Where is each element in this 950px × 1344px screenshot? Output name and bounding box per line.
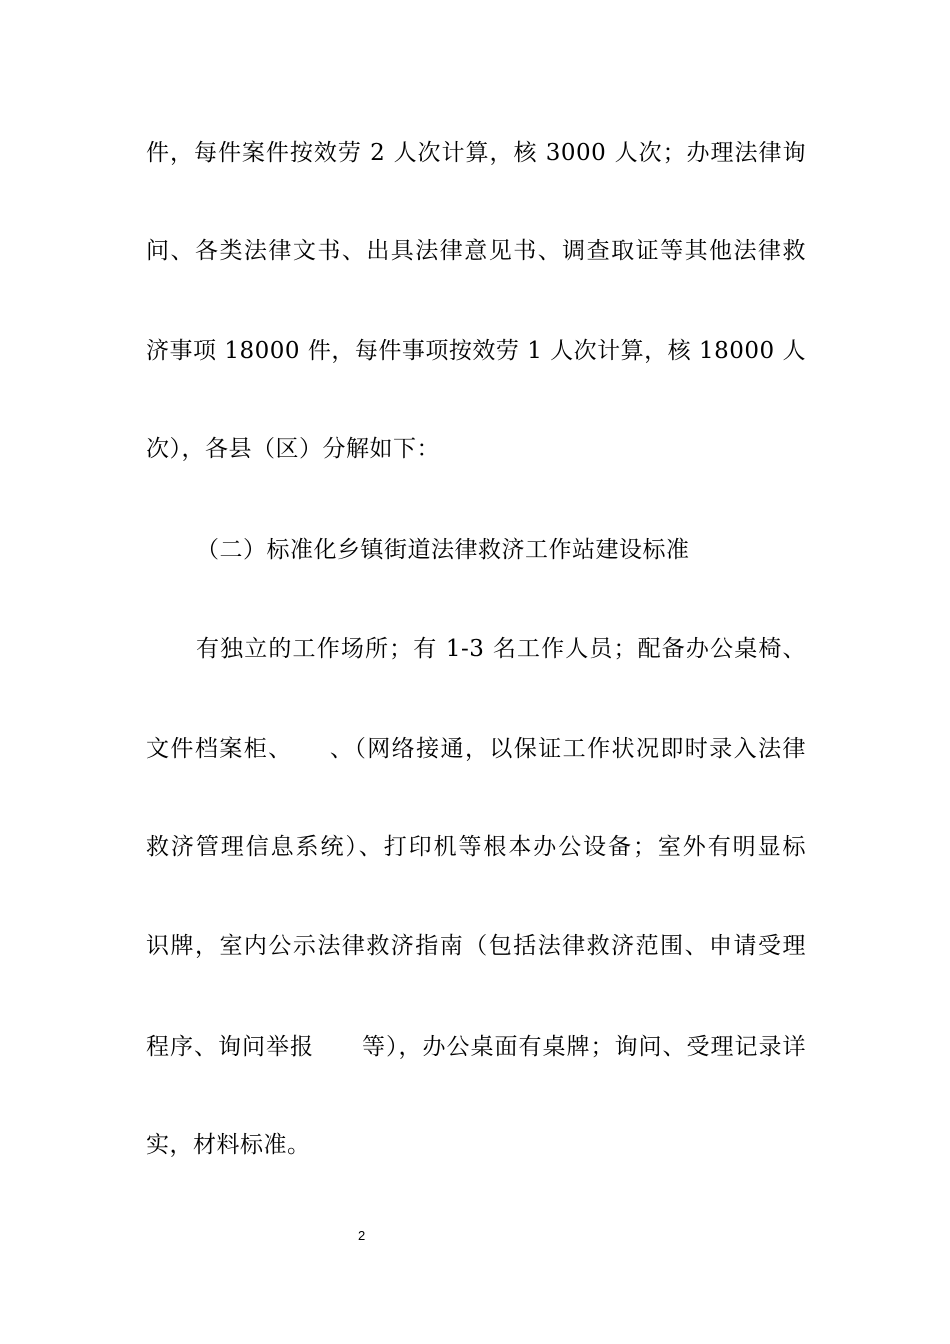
paragraph-1-line-3: 济事项 18000 件，每件事项按效劳 1 人次计算，核 18000 人 [146,338,806,364]
paragraph-2-line-3: 救济管理信息系统）、打印机等根本办公设备；室外有明显标 [146,834,806,860]
paragraph-2-line-6: 实，材料标准。 [146,1132,311,1158]
section-heading: （二）标准化乡镇街道法律救济工作站建设标准 [196,537,690,563]
paragraph-1-line-4: 次），各县（区）分解如下： [146,436,440,462]
page-number: 2 [358,1228,366,1243]
paragraph-2-line-2: 文件档案柜、 、（网络接通，以保证工作状况即时录入法律 [146,736,806,762]
paragraph-1-line-1: 件，每件案件按效劳 2 人次计算，核 3000 人次；办理法律询 [146,140,806,166]
paragraph-2-line-1: 有独立的工作场所；有 1-3 名工作人员；配备办公桌椅、 [196,636,806,662]
paragraph-2-line-5: 程序、询问举报 等），办公桌面有桌牌；询问、受理记录详 [146,1034,806,1060]
paragraph-1-line-2: 问、各类法律文书、出具法律意见书、调查取证等其他法律救 [146,238,806,264]
paragraph-2-line-4: 识牌，室内公示法律救济指南（包括法律救济范围、申请受理 [146,933,806,959]
